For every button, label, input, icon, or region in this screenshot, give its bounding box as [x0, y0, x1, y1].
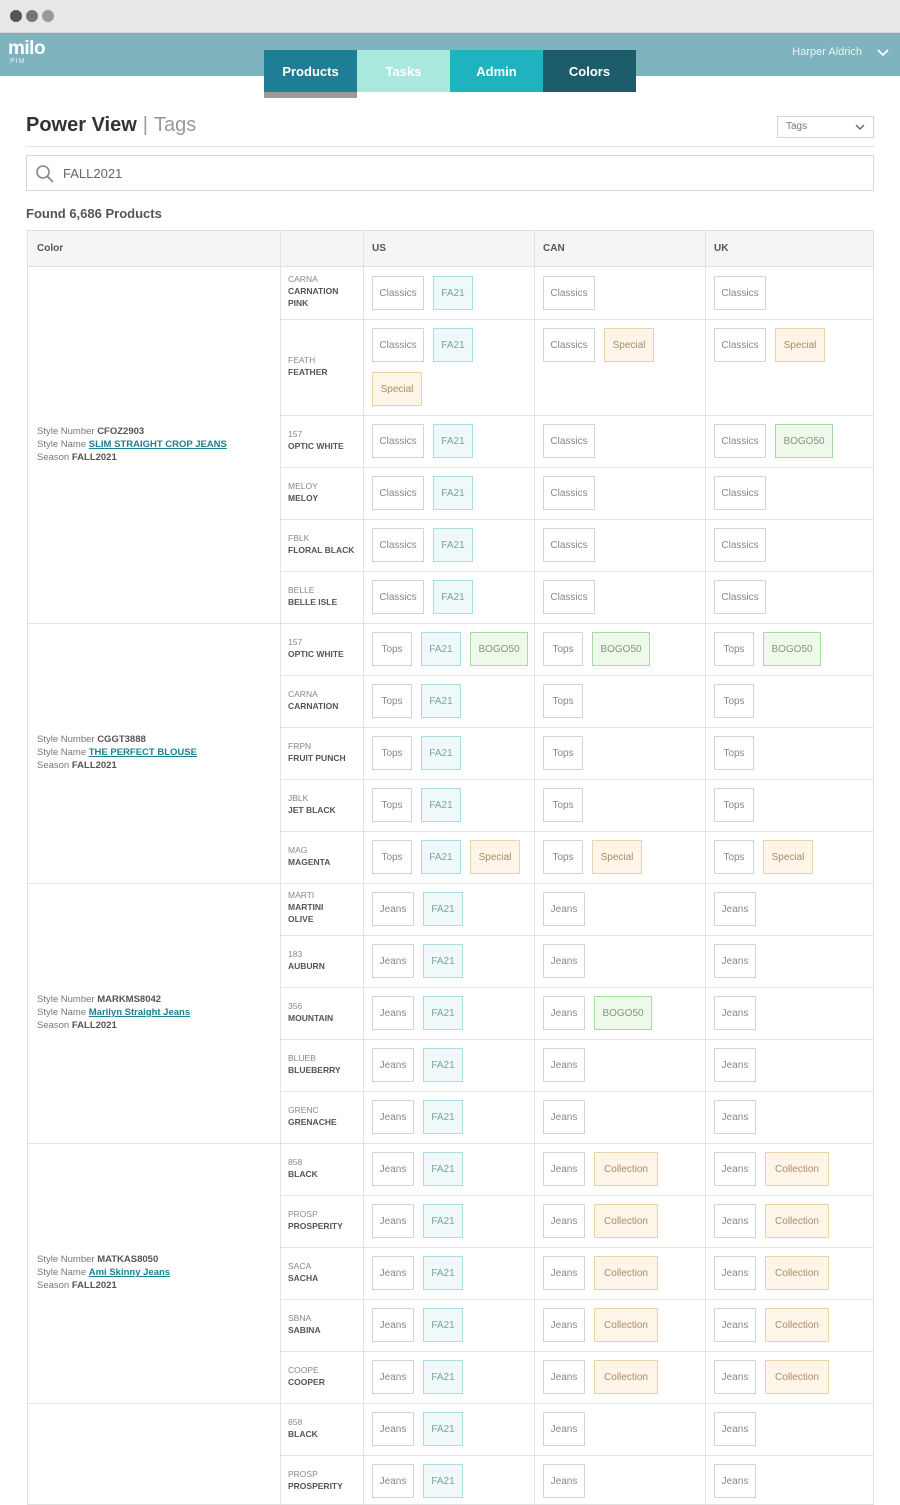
tag-chip[interactable]: Special: [372, 372, 422, 406]
tag-chip[interactable]: Jeans: [543, 1204, 585, 1238]
search-input[interactable]: FALL2021: [63, 166, 123, 181]
tag-chip[interactable]: Tops: [543, 736, 583, 770]
tag-chip[interactable]: Classics: [543, 424, 595, 458]
variant-name: COOPER: [288, 1377, 325, 1387]
tag-chip[interactable]: Jeans: [714, 1256, 756, 1290]
tag-chip[interactable]: Jeans: [714, 944, 756, 978]
tab-admin[interactable]: Admin: [450, 50, 543, 92]
style-name: [37, 438, 273, 451]
tag-chip[interactable]: FA21: [421, 840, 461, 874]
row-divider: [280, 779, 874, 780]
tag-chip[interactable]: Jeans: [372, 1308, 414, 1342]
tag-chip[interactable]: Jeans: [543, 1464, 585, 1498]
header-can: CAN: [534, 231, 705, 267]
tag-chip[interactable]: Classics: [372, 276, 424, 310]
column-divider: [280, 231, 281, 1505]
variant-code: MELOY: [288, 481, 318, 491]
tag-chip[interactable]: Classics: [372, 328, 424, 362]
variant-name: AUBURN: [288, 961, 325, 971]
variant-name: MELOY: [288, 493, 319, 503]
browser-chrome: [0, 0, 900, 33]
variant-cell: [288, 844, 358, 868]
tag-chip[interactable]: FA21: [423, 1256, 463, 1290]
row-divider: [280, 415, 874, 416]
tag-chip[interactable]: Jeans: [543, 1048, 585, 1082]
tag-chip[interactable]: Tops: [714, 788, 754, 822]
style-name-label: Style Name: [37, 747, 89, 758]
tag-chip[interactable]: Jeans: [543, 1360, 585, 1394]
tag-chip[interactable]: Tops: [372, 684, 412, 718]
row-divider: [280, 1351, 874, 1352]
search-field[interactable]: [26, 155, 874, 191]
variant-name: JET BLACK: [288, 805, 336, 815]
variant-code: CARNA: [288, 689, 318, 699]
header-uk: UK: [705, 231, 874, 267]
tag-chip[interactable]: FA21: [423, 1464, 463, 1498]
season: [37, 1019, 273, 1032]
row-divider: [280, 1247, 874, 1248]
page-title-sub: Tags: [154, 114, 197, 136]
season-label: Season: [37, 1020, 72, 1031]
style-info: [37, 425, 273, 464]
tag-chip[interactable]: Classics: [372, 476, 424, 510]
tag-chip[interactable]: Jeans: [543, 1100, 585, 1134]
tag-chip[interactable]: FA21: [433, 328, 473, 362]
tag-chip[interactable]: FA21: [421, 632, 461, 666]
variant-cell: [288, 480, 358, 504]
row-divider: [280, 571, 874, 572]
variant-name: MARTINI: [288, 902, 324, 912]
tag-chip[interactable]: FA21: [421, 788, 461, 822]
app-logo-subtitle: PIM: [10, 58, 26, 65]
tag-chip[interactable]: Jeans: [372, 1152, 414, 1186]
tag-chip[interactable]: Jeans: [543, 1412, 585, 1446]
style-name-link[interactable]: THE PERFECT BLOUSE: [88, 747, 197, 758]
tag-chip[interactable]: Collection: [765, 1308, 829, 1342]
power-view-table: [27, 230, 874, 1505]
tag-chip[interactable]: Tops: [714, 840, 754, 874]
row-divider: [280, 727, 874, 728]
variant-code: GRENC: [288, 1105, 319, 1115]
tag-chip[interactable]: BOGO50: [775, 424, 833, 458]
variant-name: SABINA: [288, 1325, 321, 1335]
variant-code: PROSP: [288, 1469, 318, 1479]
variant-name: GRENACHE: [288, 1117, 337, 1127]
variant-cell: [288, 889, 358, 925]
tag-chip[interactable]: Jeans: [714, 1412, 756, 1446]
style-number-label: Style Number: [37, 734, 98, 745]
style-name: [37, 746, 273, 759]
variant-code: 157: [288, 429, 303, 439]
tag-chip[interactable]: Collection: [594, 1360, 658, 1394]
variant-code: MAG: [288, 845, 308, 855]
tag-chip[interactable]: Collection: [765, 1152, 829, 1186]
season-label: Season: [37, 452, 72, 463]
variant-name: PROSPERITY: [288, 1221, 343, 1231]
variant-cell: [288, 1156, 358, 1180]
variant-name: MAGENTA: [288, 857, 331, 867]
row-divider: [280, 935, 874, 936]
tag-chip[interactable]: FA21: [423, 996, 463, 1030]
season-label: Season: [37, 760, 72, 771]
season: [37, 759, 273, 772]
row-divider: [280, 1455, 874, 1456]
style-number: [37, 1253, 273, 1266]
tag-chip[interactable]: Tops: [372, 840, 412, 874]
tag-chip[interactable]: Tops: [372, 632, 412, 666]
tag-chip[interactable]: Jeans: [543, 1256, 585, 1290]
variant-name: CARNATION: [288, 286, 339, 296]
variant-cell: [288, 1260, 358, 1284]
variant-code: SBNA: [288, 1313, 312, 1323]
variant-code: PROSP: [288, 1209, 318, 1219]
tag-chip[interactable]: FA21: [423, 1152, 463, 1186]
tag-chip[interactable]: Jeans: [714, 1464, 756, 1498]
style-name-label: Style Name: [37, 1267, 89, 1278]
tag-chip[interactable]: FA21: [423, 1412, 463, 1446]
variant-name: FEATHER: [288, 367, 328, 377]
variant-code: 858: [288, 1157, 303, 1167]
tag-chip[interactable]: Classics: [543, 580, 595, 614]
window-minimize-dot[interactable]: [26, 10, 38, 22]
style-number-value: MARKMS8042: [97, 994, 162, 1005]
row-divider: [280, 467, 874, 468]
variant-cell: [288, 948, 358, 972]
tag-chip[interactable]: Classics: [714, 528, 766, 562]
variant-code: 157: [288, 637, 303, 647]
chevron-down-icon: [855, 122, 865, 132]
tag-chip[interactable]: Collection: [594, 1204, 658, 1238]
variant-name: PINK: [288, 298, 309, 308]
style-number: [37, 425, 273, 438]
variant-cell: [288, 688, 358, 712]
tag-chip[interactable]: Jeans: [372, 1464, 414, 1498]
tag-chip[interactable]: FA21: [421, 736, 461, 770]
tag-chip[interactable]: Classics: [543, 476, 595, 510]
group-divider: [28, 1403, 874, 1404]
row-divider: [280, 675, 874, 676]
variant-code: CARNA: [288, 274, 318, 284]
style-number-label: Style Number: [37, 1254, 98, 1265]
tag-chip[interactable]: FA21: [421, 684, 461, 718]
season-value: FALL2021: [71, 1020, 117, 1031]
tag-chip[interactable]: FA21: [433, 476, 473, 510]
variant-name: SACHA: [288, 1273, 319, 1283]
tag-chip[interactable]: Classics: [372, 580, 424, 614]
tag-chip[interactable]: Jeans: [543, 1152, 585, 1186]
variant-cell: [288, 428, 358, 452]
tag-chip[interactable]: Collection: [765, 1204, 829, 1238]
group-divider: [28, 883, 874, 884]
style-number: [37, 733, 273, 746]
variant-name: BLUEBERRY: [288, 1065, 341, 1075]
tag-chip[interactable]: Tops: [543, 788, 583, 822]
header-us: US: [363, 231, 534, 267]
row-divider: [280, 1091, 874, 1092]
variant-name: OPTIC WHITE: [288, 649, 344, 659]
row-divider: [280, 319, 874, 320]
tag-chip[interactable]: Jeans: [372, 944, 414, 978]
tag-chip[interactable]: BOGO50: [594, 996, 652, 1030]
row-divider: [280, 1039, 874, 1040]
tag-chip[interactable]: BOGO50: [470, 632, 528, 666]
app-logo[interactable]: milo: [8, 38, 46, 59]
group-divider: [28, 1143, 874, 1144]
tag-chip[interactable]: Collection: [765, 1360, 829, 1394]
style-name-label: Style Name: [37, 1007, 89, 1018]
tag-chip[interactable]: BOGO50: [763, 632, 821, 666]
tag-chip[interactable]: Special: [592, 840, 642, 874]
style-name: [37, 1006, 273, 1019]
title-separator: |: [142, 114, 148, 136]
tag-chip[interactable]: Classics: [543, 276, 595, 310]
tag-chip[interactable]: FA21: [433, 424, 473, 458]
tag-chip[interactable]: FA21: [433, 528, 473, 562]
header-color: Color: [28, 231, 280, 267]
season-value: FALL2021: [71, 760, 117, 771]
tag-chip[interactable]: Tops: [372, 788, 412, 822]
style-name-link[interactable]: SLIM STRAIGHT CROP JEANS: [88, 439, 227, 450]
search-icon: [35, 164, 55, 184]
tab-products[interactable]: Products: [264, 50, 357, 92]
tag-chip[interactable]: Classics: [714, 424, 766, 458]
season: [37, 1279, 273, 1292]
variant-cell: [288, 1208, 358, 1232]
variant-code: MARTI: [288, 890, 315, 900]
style-number-label: Style Number: [37, 994, 98, 1005]
variant-cell: [288, 532, 358, 556]
variant-name: OPTIC WHITE: [288, 441, 344, 451]
tag-chip[interactable]: Classics: [543, 328, 595, 362]
header-variant: [280, 231, 363, 267]
tab-tasks[interactable]: Tasks: [357, 50, 450, 92]
variant-name: OLIVE: [288, 914, 314, 924]
variant-code: SACA: [288, 1261, 312, 1271]
tag-chip[interactable]: Jeans: [543, 892, 585, 926]
style-info: [37, 993, 273, 1032]
variant-cell: [288, 1364, 358, 1388]
tag-chip[interactable]: Jeans: [372, 996, 414, 1030]
style-name-link[interactable]: Ami Skinny Jeans: [88, 1267, 171, 1278]
variant-code: FBLK: [288, 533, 310, 543]
tag-chip[interactable]: Jeans: [714, 1308, 756, 1342]
user-name[interactable]: Harper Aldrich: [792, 46, 862, 58]
tag-chip[interactable]: FA21: [423, 1048, 463, 1082]
season-value: FALL2021: [71, 452, 117, 463]
tab-colors[interactable]: Colors: [543, 50, 636, 92]
style-name: [37, 1266, 273, 1279]
style-name-label: Style Name: [37, 439, 89, 450]
tag-chip[interactable]: Classics: [714, 580, 766, 614]
tag-chip[interactable]: Special: [604, 328, 654, 362]
variant-cell: [288, 1468, 358, 1492]
variant-code: FEATH: [288, 355, 316, 365]
results-count: Found 6,686 Products: [26, 206, 162, 221]
tag-chip[interactable]: Jeans: [372, 1412, 414, 1446]
tag-chip[interactable]: Collection: [594, 1308, 658, 1342]
window-close-dot[interactable]: [10, 10, 22, 22]
style-number-value: MATKAS8050: [97, 1254, 159, 1265]
tag-chip[interactable]: Classics: [372, 528, 424, 562]
tag-chip[interactable]: FA21: [423, 1308, 463, 1342]
tag-chip[interactable]: FA21: [423, 1360, 463, 1394]
tag-chip[interactable]: FA21: [433, 580, 473, 614]
variant-name: BELLE ISLE: [288, 597, 338, 607]
variant-cell: [288, 584, 358, 608]
tag-chip[interactable]: FA21: [423, 892, 463, 926]
tag-chip[interactable]: Special: [470, 840, 520, 874]
variant-code: BLUEB: [288, 1053, 316, 1063]
variant-code: FRPN: [288, 741, 312, 751]
row-divider: [280, 1299, 874, 1300]
tag-chip[interactable]: FA21: [423, 1100, 463, 1134]
tag-chip[interactable]: Jeans: [543, 1308, 585, 1342]
tag-chip[interactable]: Tops: [543, 632, 583, 666]
variant-cell: [288, 1312, 358, 1336]
variant-cell: [288, 1416, 358, 1440]
tag-chip[interactable]: Tops: [543, 840, 583, 874]
style-info: [37, 1253, 273, 1292]
tag-chip[interactable]: FA21: [433, 276, 473, 310]
tag-chip[interactable]: Tops: [543, 684, 583, 718]
variant-cell: [288, 636, 358, 660]
chevron-down-icon[interactable]: [876, 45, 890, 59]
tag-chip[interactable]: Jeans: [543, 996, 585, 1030]
variant-cell: [288, 1052, 358, 1076]
variant-code: BELLE: [288, 585, 315, 595]
season-value: FALL2021: [71, 1280, 117, 1291]
variant-code: 858: [288, 1417, 303, 1427]
tag-chip[interactable]: Tops: [714, 632, 754, 666]
tag-chip[interactable]: Jeans: [714, 1048, 756, 1082]
tag-chip[interactable]: Jeans: [714, 996, 756, 1030]
variant-code: 183: [288, 949, 303, 959]
style-number-value: CFOZ2903: [97, 426, 145, 437]
tag-chip[interactable]: Jeans: [372, 1256, 414, 1290]
group-divider: [28, 623, 874, 624]
variant-name: CARNATION: [288, 701, 339, 711]
tag-chip[interactable]: Special: [763, 840, 813, 874]
view-select[interactable]: [777, 116, 874, 138]
tag-chip[interactable]: Tops: [714, 736, 754, 770]
window-maximize-dot[interactable]: [42, 10, 54, 22]
variant-name: FRUIT PUNCH: [288, 753, 346, 763]
season-label: Season: [37, 1280, 72, 1291]
tag-chip[interactable]: Jeans: [543, 944, 585, 978]
tag-chip[interactable]: FA21: [423, 1204, 463, 1238]
style-number-label: Style Number: [37, 426, 98, 437]
style-number: [37, 993, 273, 1006]
tag-chip[interactable]: Jeans: [372, 1360, 414, 1394]
view-select-value: Tags: [786, 121, 808, 132]
header-divider: [26, 146, 874, 147]
tag-chip[interactable]: BOGO50: [592, 632, 650, 666]
tag-chip[interactable]: Jeans: [372, 892, 414, 926]
tag-chip[interactable]: Collection: [594, 1152, 658, 1186]
tab-active-indicator: [264, 92, 357, 98]
tag-chip[interactable]: Classics: [543, 528, 595, 562]
tag-chip[interactable]: Jeans: [372, 1204, 414, 1238]
variant-cell: [288, 740, 358, 764]
variant-name: BLACK: [288, 1169, 318, 1179]
tag-chip[interactable]: Classics: [714, 328, 766, 362]
tag-chip[interactable]: Classics: [714, 476, 766, 510]
tag-chip[interactable]: Classics: [714, 276, 766, 310]
variant-code: JBLK: [288, 793, 309, 803]
tag-chip[interactable]: Collection: [765, 1256, 829, 1290]
row-divider: [280, 1195, 874, 1196]
tag-chip[interactable]: Tops: [714, 684, 754, 718]
variant-cell: [288, 1104, 358, 1128]
variant-name: MOUNTAIN: [288, 1013, 334, 1023]
page-title: [26, 114, 196, 137]
variant-cell: [288, 273, 358, 309]
tag-chip[interactable]: Jeans: [714, 1360, 756, 1394]
style-info: [37, 733, 273, 772]
tag-chip[interactable]: Classics: [372, 424, 424, 458]
page-title-main: Power View: [26, 114, 137, 136]
column-divider: [705, 231, 706, 1505]
tag-chip[interactable]: Tops: [372, 736, 412, 770]
variant-name: FLORAL BLACK: [288, 545, 355, 555]
tag-chip[interactable]: Jeans: [714, 892, 756, 926]
style-name-link[interactable]: Marilyn Straight Jeans: [88, 1007, 191, 1018]
tag-chip[interactable]: Jeans: [714, 1152, 756, 1186]
variant-cell: [288, 1000, 358, 1024]
tag-chip[interactable]: Special: [775, 328, 825, 362]
tag-chip[interactable]: Jeans: [714, 1100, 756, 1134]
tag-chip[interactable]: FA21: [423, 944, 463, 978]
season: [37, 451, 273, 464]
style-number-value: CGGT3888: [97, 734, 146, 745]
variant-name: BLACK: [288, 1429, 318, 1439]
tag-chip[interactable]: Jeans: [372, 1048, 414, 1082]
column-divider: [363, 231, 364, 1505]
row-divider: [280, 519, 874, 520]
tag-chip[interactable]: Collection: [594, 1256, 658, 1290]
column-divider: [534, 231, 535, 1505]
tag-chip[interactable]: Jeans: [372, 1100, 414, 1134]
variant-cell: [288, 354, 358, 378]
row-divider: [280, 831, 874, 832]
variant-name: PROSPERITY: [288, 1481, 343, 1491]
variant-cell: [288, 792, 358, 816]
tag-chip[interactable]: Jeans: [714, 1204, 756, 1238]
variant-code: COOPE: [288, 1365, 319, 1375]
row-divider: [280, 987, 874, 988]
variant-code: 356: [288, 1001, 303, 1011]
